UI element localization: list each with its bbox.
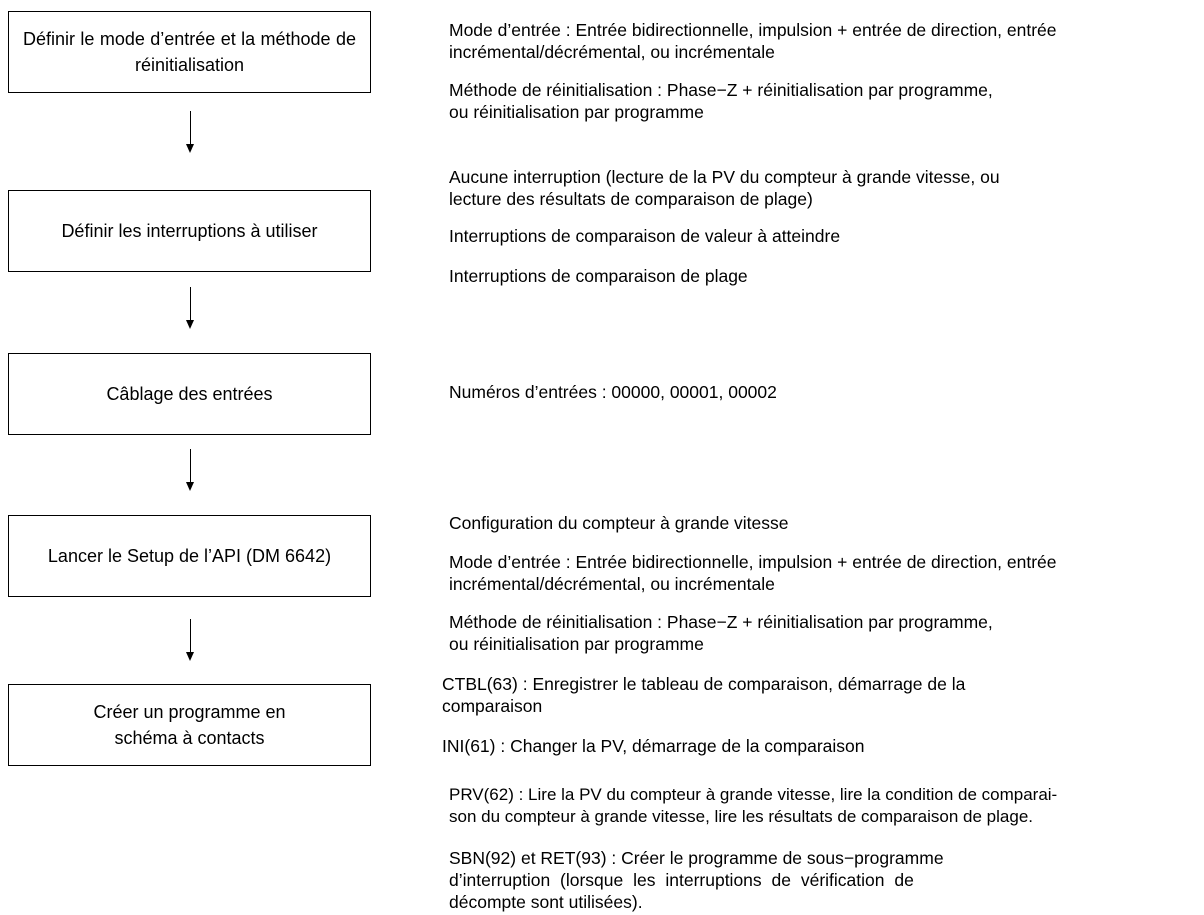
note-prv-line-2: son du compteur à grande vitesse, lire les résultats de comparaison de plage. (449, 807, 1033, 826)
step-create-ladder-program-label-line-1: Créer un programme en (93, 702, 286, 722)
note-sbn-ret-line-3: décompte sont utilisées). (449, 892, 643, 912)
step-wire-inputs (8, 353, 371, 435)
note-hsc-config: Configuration du compteur à grande vitesse (449, 513, 789, 533)
note-no-interrupt-line-2: lecture des résultats de comparaison de plage) (449, 189, 813, 209)
note-target-value-interrupts: Interruptions de comparaison de valeur à atteindre (449, 226, 841, 246)
note-sbn-ret-line-2: d’interruption (lorsque les interruptions de vérification de (449, 870, 914, 890)
step-define-input-mode-label: Définir le mode d’entrée et la méthode de réinitialisation (23, 29, 356, 75)
note-input-mode-line-2: incrémental/décrémental, ou incrémentale (449, 42, 775, 62)
note-prv-line-1: PRV(62) : Lire la PV du compteur à grande vitesse, lire la condition de comparai- (449, 785, 1058, 804)
note-ctbl-line-1: CTBL(63) : Enregistrer le tableau de comparaison, démarrage de la (442, 674, 966, 694)
note-reset-method-line-1: Méthode de réinitialisation : Phase−Z + réinitialisation par programme, (449, 80, 993, 100)
note-input-mode-line-1: Mode d’entrée : Entrée bidirectionnelle, impulsion + entrée de direction, entrée (449, 20, 1057, 40)
step-define-input-mode (8, 11, 371, 93)
step-plc-setup (8, 515, 371, 597)
note-no-interrupt-line-1: Aucune interruption (lecture de la PV du compteur à grande vitesse, ou (449, 167, 1000, 187)
note-setup-reset-line-1: Méthode de réinitialisation : Phase−Z + réinitialisation par programme, (449, 612, 993, 632)
note-setup-input-mode-line-1: Mode d’entrée : Entrée bidirectionnelle, impulsion + entrée de direction, entrée (449, 552, 1057, 572)
step-create-ladder-program (8, 684, 371, 766)
note-setup-reset-line-2: ou réinitialisation par programme (449, 634, 704, 654)
note-setup-input-mode-line-2: incrémental/décrémental, ou incrémentale (449, 574, 775, 594)
note-reset-method-line-2: ou réinitialisation par programme (449, 102, 704, 122)
note-ini: INI(61) : Changer la PV, démarrage de la comparaison (442, 736, 865, 756)
step-define-interrupts (8, 190, 371, 272)
note-input-numbers: Numéros d’entrées : 00000, 00001, 00002 (449, 382, 777, 402)
step-plc-setup-label: Lancer le Setup de l’API (DM 6642) (47, 546, 332, 566)
step-wire-inputs-label: Câblage des entrées (106, 384, 273, 404)
note-sbn-ret-line-1: SBN(92) et RET(93) : Créer le programme de sous−programme (449, 848, 944, 868)
step-create-ladder-program-label-line-2: schéma à contacts (114, 728, 265, 748)
note-ctbl-line-2: comparaison (442, 696, 543, 716)
step-define-interrupts-label: Définir les interruptions à utiliser (61, 221, 318, 241)
note-range-interrupts: Interruptions de comparaison de plage (449, 266, 748, 286)
